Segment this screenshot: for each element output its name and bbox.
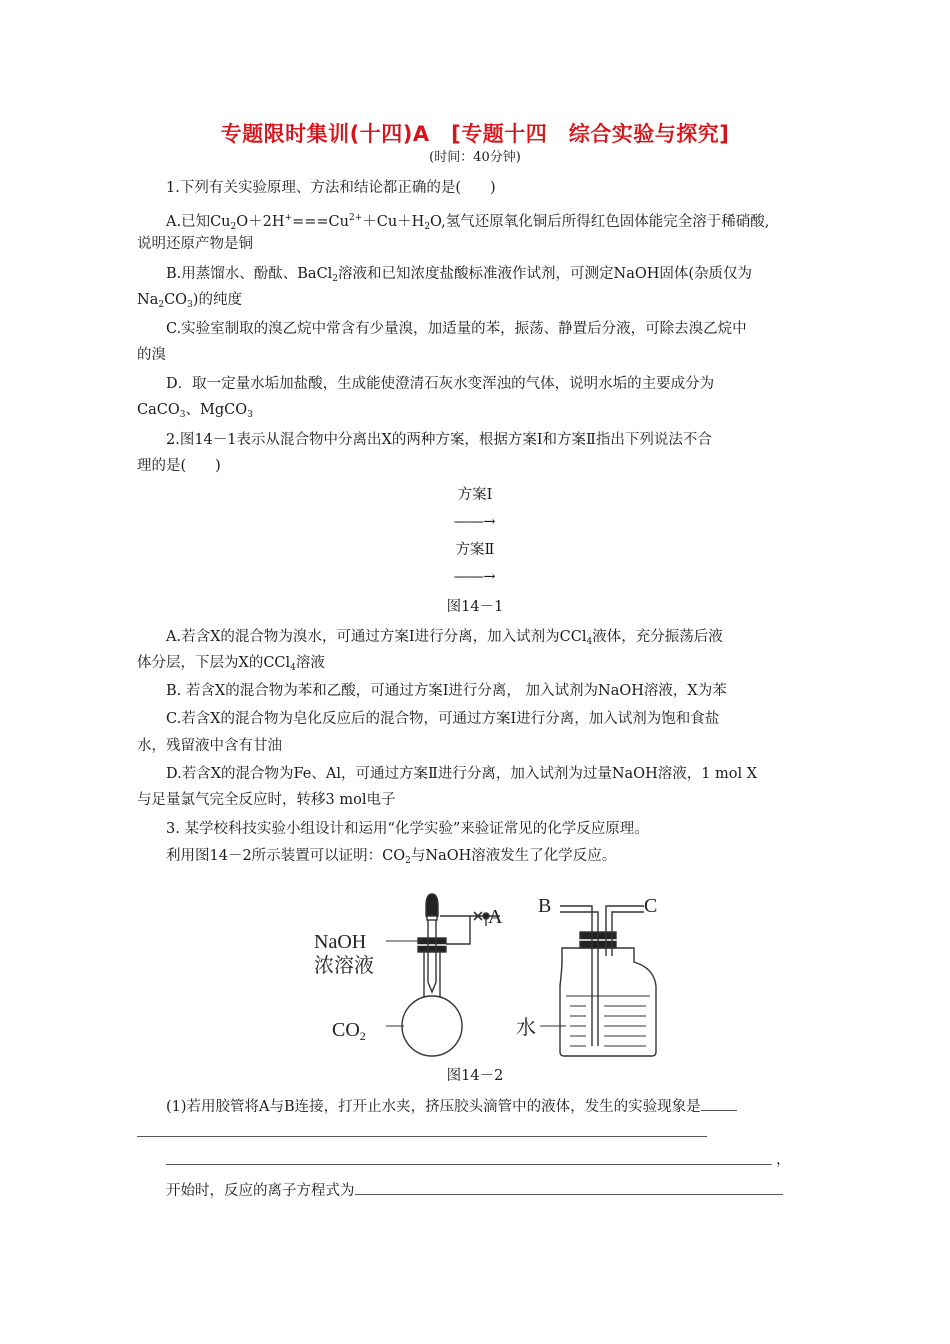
- q1-option-a: A.已知$Cu_2O+2H^+===Cu^{2+}+Cu+H_2O$,氢气还原氧化铜后所得红色固体能完全溶于稀硝酸,: [166, 213, 770, 232]
- tube-b: [560, 906, 598, 1046]
- q2-option-c: C.若含X的混合物为皂化反应后的混合物，可通过方案Ⅰ进行分离，加入试剂为饱和食盐: [166, 711, 720, 727]
- answer-line-2[interactable]: [166, 1164, 772, 1165]
- scheme-2-label: 方案Ⅱ: [455, 542, 495, 558]
- rubber-bulb: [426, 894, 438, 916]
- q1-option-c: C.实验室制取的溴乙烷中常含有少量溴，加适量的苯，振荡、静置后分液，可除去溴乙烷中: [166, 321, 747, 337]
- label-b: B: [538, 895, 552, 917]
- q2-option-d-cont: 与足量氯气完全反应时，转移3 mol电子: [137, 792, 396, 808]
- q1-option-b-cont: $Na_2CO_3$)的纯度: [137, 292, 242, 310]
- q3-part1-equation: 开始时，反应的离子方程式为: [166, 1180, 816, 1201]
- q2-stem-cont: 理的是( ): [137, 458, 221, 474]
- q1-option-b: B.用蒸馏水、酚酞、BaCl$_2$溶液和已知浓度盐酸标准液作试剂，可测定NaOH固体(杂质仅为: [166, 266, 753, 284]
- q2-option-c-cont: 水，残留液中含有甘油: [137, 738, 282, 754]
- answer-blank[interactable]: [701, 1096, 737, 1111]
- scheme-1-arrow: ――→: [454, 514, 496, 530]
- label-co2: $CO_2$: [332, 1019, 366, 1043]
- round-bottom-flask: [402, 996, 462, 1056]
- q1-option-d-cont: CaCO$_3$、MgCO$_3$: [137, 402, 253, 420]
- q2-option-a: A.若含X的混合物为溴水，可通过方案Ⅰ进行分离，加入试剂为CCl$_4$液体，充分振荡后液: [166, 629, 723, 647]
- q1-option-d: D．取一定量水垢加盐酸，生成能使澄清石灰水变浑浊的气体，说明水垢的主要成分为: [166, 376, 715, 392]
- wash-bottle: [560, 948, 656, 1056]
- label-conc-solution: 浓溶液: [314, 955, 374, 977]
- label-water: 水: [516, 1017, 536, 1039]
- q1-option-a-cont: 说明还原产物是铜: [137, 236, 253, 252]
- scheme-1-label: 方案Ⅰ: [457, 487, 493, 503]
- q3-stem-cont: 利用图14－2所示装置可以证明：$CO_2$与NaOH溶液发生了化学反应。: [166, 848, 617, 866]
- answer-line-1[interactable]: [137, 1136, 707, 1137]
- q2-stem: 2.图14－1表示从混合物中分离出X的两种方案，根据方案Ⅰ和方案Ⅱ指出下列说法不合: [166, 432, 712, 448]
- q3-stem: 3. 某学校科技实验小组设计和运用“化学实验”来验证常见的化学反应原理。: [166, 821, 649, 837]
- figure-14-1-caption: 图14－1: [446, 599, 504, 615]
- label-c: C: [644, 895, 658, 917]
- figure-14-2-apparatus: [310, 886, 690, 1062]
- dropper-tube: [428, 920, 436, 992]
- q1-stem: 1.下列有关实验原理、方法和结论都正确的是( ): [166, 180, 496, 196]
- comma: ，: [776, 1152, 791, 1168]
- q2-option-b: B. 若含X的混合物为苯和乙酸，可通过方案Ⅰ进行分离， 加入试剂为NaOH溶液，X为苯: [166, 683, 727, 699]
- time-limit: (时间：40分钟): [429, 150, 521, 165]
- scheme-2-arrow: ――→: [454, 569, 496, 585]
- q1-option-c-cont: 的溴: [137, 347, 166, 363]
- q3-part1: (1)若用胶管将A与B连接，打开止水夹，挤压胶头滴管中的液体，发生的实验现象是: [166, 1096, 816, 1117]
- figure-14-2-caption: 图14－2: [446, 1068, 504, 1084]
- label-a: A: [488, 906, 503, 928]
- water-level: [566, 996, 650, 1046]
- label-naoh: NaOH: [314, 931, 367, 953]
- q2-option-d: D.若含X的混合物为Fe、Al，可通过方案Ⅱ进行分离，加入试剂为过量NaOH溶液，1 mol X: [166, 766, 758, 782]
- page-title: 专题限时集训(十四)A [专题十四 综合实验与探究]: [220, 122, 730, 146]
- q2-option-a-cont: 体分层，下层为X的CCl$_4$溶液: [137, 655, 325, 673]
- equation-blank[interactable]: [355, 1180, 783, 1195]
